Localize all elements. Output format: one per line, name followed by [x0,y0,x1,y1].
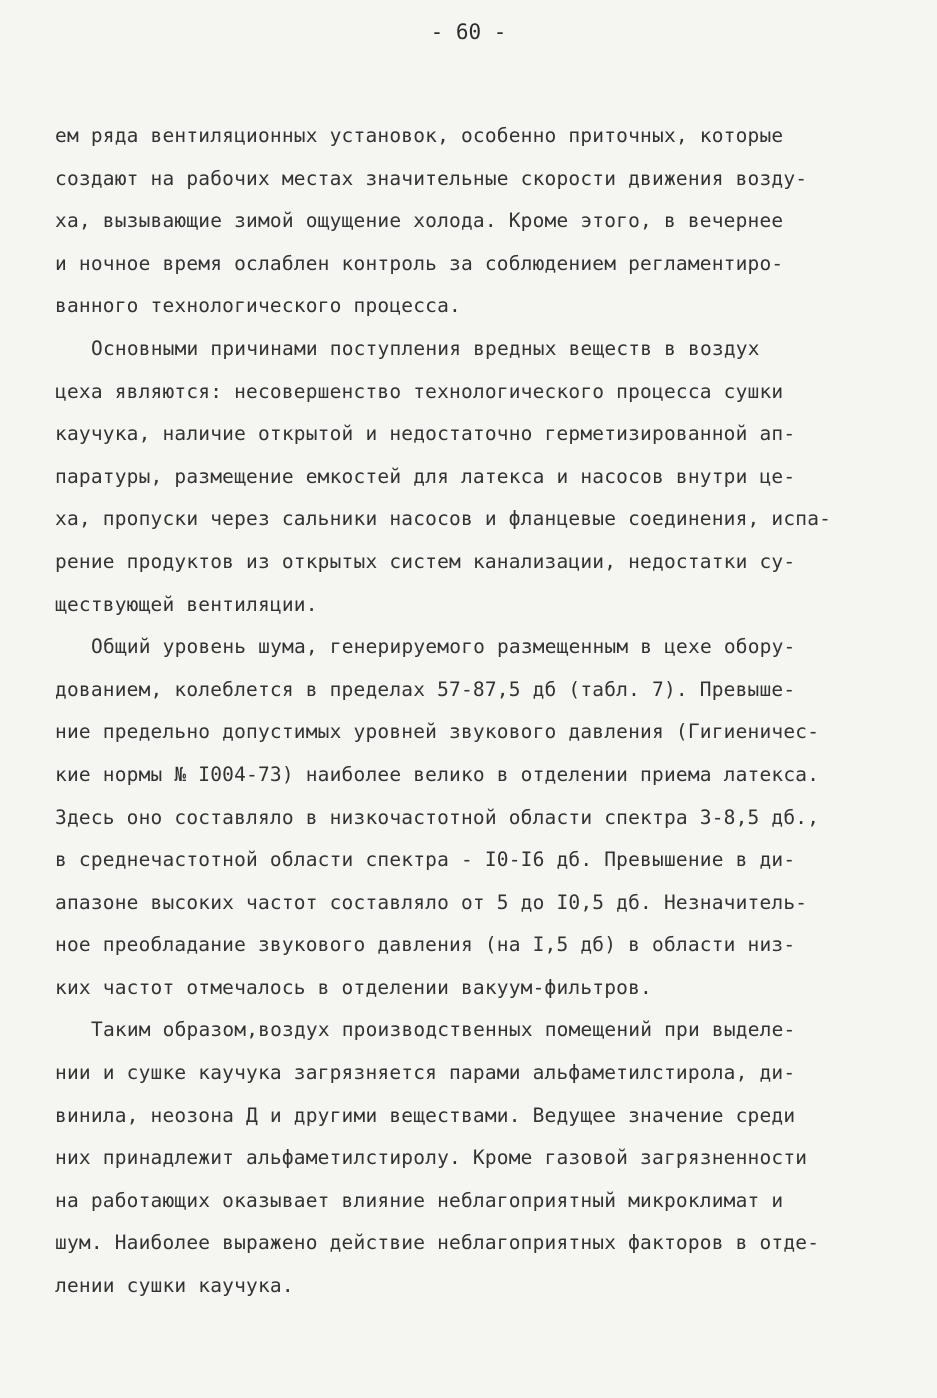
text-line: в среднечастотной области спектра - I0-I6 дб. Превышение в ди- [55,848,796,872]
text-line: Здесь оно составляло в низкочастотной области спектра 3-8,5 дб., [55,805,820,829]
text-line: ха, вызывающие зимой ощущение холода. Кроме этого, в вечернее [55,209,784,233]
text-line: на работающих оказывает влияние неблагоприятный микроклимат и [55,1188,784,1212]
text-line: и ночное время ослаблен контроль за соблюдением регламентиро- [55,251,784,275]
text-line: них принадлежит альфаметилстиролу. Кроме газовой загрязненности [55,1146,808,1170]
body-text [55,115,915,1308]
text-line: кие нормы № I004-73) наиболее велико в отделении приема латекса. [55,762,820,786]
text-line: ное преобладание звукового давления (на I,5 дб) в области низ- [55,933,796,957]
text-line: Общий уровень шума, генерируемого размещенным в цехе обору- [91,635,796,659]
text-line: ем ряда вентиляционных установок, особенно приточных, которые [55,124,784,147]
text-line: Основными причинами поступления вредных веществ в воздух [91,336,760,360]
text-line: лении сушки каучука. [55,1274,294,1298]
text-line: ванного технологического процесса. [55,294,461,318]
text-line: дованием, колеблется в пределах 57-87,5 дб (табл. 7). Превыше- [55,677,796,701]
text-line: создают на рабочих местах значительные скорости движения возду- [55,166,808,190]
text-line: шум. Наиболее выражено действие неблагоприятных факторов в отде- [55,1231,820,1255]
text-line: нии и сушке каучука загрязняется парами альфаметилстирола, ди- [55,1061,796,1085]
text-line: винила, неозона Д и другими веществами. Ведущее значение среди [55,1103,796,1127]
text-line: ких частот отмечалось в отделении вакуум-фильтров. [55,975,652,999]
text-line: ха, пропуски через сальники насосов и фланцевые соединения, испа- [55,507,832,531]
page-number: - 60 - [430,20,507,44]
text-line: рение продуктов из открытых систем канализации, недостатки су- [55,549,796,573]
text-line: ние предельно допустимых уровней звукового давления (Гигиеничес- [55,720,820,744]
text-line: каучука, наличие открытой и недостаточно герметизированной ап- [55,422,796,446]
text-line: Таким образом,воздух производственных помещений при выделе- [91,1018,796,1042]
text-line: апазоне высоких частот составляло от 5 до I0,5 дб. Незначитель- [55,890,808,914]
text-line: ществующей вентиляции. [55,592,318,616]
text-line: паратуры, размещение емкостей для латекса и насосов внутри це- [55,464,796,488]
text-line: цеха являются: несовершенство технологического процесса сушки [55,379,784,403]
